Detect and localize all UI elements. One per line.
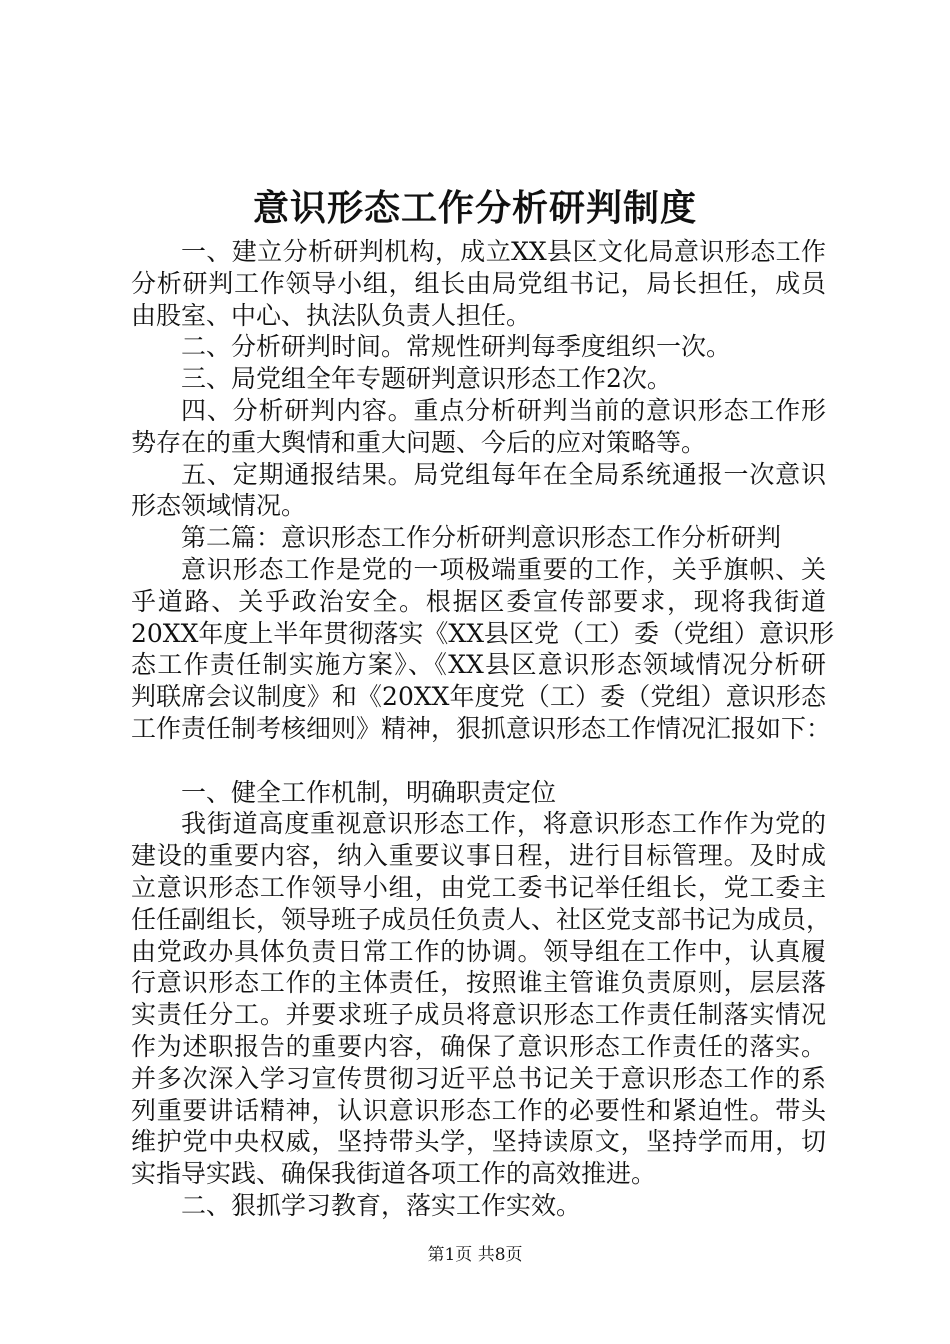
text-line: 态工作责任制实施方案》、《XX县区意识形态领域情况分析研	[131, 650, 826, 680]
text-line: 实指导实践、确保我街道各项工作的高效推进。	[131, 1159, 657, 1189]
text-line: 形态领域情况。	[131, 491, 307, 521]
text-line: 工作责任制考核细则》精神，狠抓意识形态工作情况汇报如下：	[131, 713, 832, 743]
text-line: 二、狠抓学习教育，落实工作实效。	[181, 1190, 582, 1220]
page-footer: 第1页 共8页	[427, 1245, 523, 1265]
text-line: 作为述职报告的重要内容，确保了意识形态工作责任的落实。	[131, 1031, 826, 1061]
text-line: 三、局党组全年专题研判意识形态工作2次。	[181, 364, 672, 394]
text-line: 由股室、中心、执法队负责人担任。	[131, 300, 532, 330]
text-line: 我街道高度重视意识形态工作，将意识形态工作作为党的	[181, 809, 826, 839]
text-line: 任任副组长，领导班子成员任负责人、社区党支部书记为成员，	[131, 904, 832, 934]
text-line: 实责任分工。并要求班子成员将意识形态工作责任制落实情况	[131, 1000, 826, 1030]
text-line: 维护党中央权威，坚持带头学，坚持读原文，坚持学而用，切	[131, 1127, 826, 1157]
text-line: 二、分析研判时间。常规性研判每季度组织一次。	[181, 332, 732, 362]
text-line: 建设的重要内容，纳入重要议事日程，进行目标管理。及时成	[131, 841, 826, 871]
text-line: 四、分析研判内容。重点分析研判当前的意识形态工作形	[181, 395, 826, 425]
text-line: 一、建立分析研判机构，成立XX县区文化局意识形态工作	[181, 237, 826, 266]
text-line: 列重要讲话精神，认识意识形态工作的必要性和紧迫性。带头	[131, 1095, 826, 1125]
text-line: 一、健全工作机制，明确职责定位	[181, 777, 557, 807]
text-line: 20XX年度上半年贯彻落实《XX县区党（工）委（党组）意识形	[131, 618, 835, 648]
text-line: 势存在的重大舆情和重大问题、今后的应对策略等。	[131, 427, 707, 457]
blank-line	[131, 745, 826, 777]
text-line: 立意识形态工作领导小组，由党工委书记举任组长，党工委主	[131, 872, 826, 902]
text-line: 由党政办具体负责日常工作的协调。领导组在工作中，认真履	[131, 936, 826, 966]
text-line: 并多次深入学习宣传贯彻习近平总书记关于意识形态工作的系	[131, 1063, 826, 1093]
document-body	[131, 236, 835, 1222]
text-line: 行意识形态工作的主体责任，按照谁主管谁负责原则，层层落	[131, 968, 826, 998]
document-title: 意识形态工作分析研判制度	[252, 187, 697, 229]
text-line: 分析研判工作领导小组，组长由局党组书记，局长担任，成员	[131, 268, 826, 298]
text-line: 乎道路、关乎政治安全。根据区委宣传部要求，现将我街道	[131, 586, 826, 616]
text-line: 意识形态工作是党的一项极端重要的工作，关乎旗帜、关	[181, 554, 826, 584]
text-line: 五、定期通报结果。局党组每年在全局系统通报一次意识	[181, 459, 826, 489]
text-line: 判联席会议制度》和《20XX年度党（工）委（党组）意识形态	[131, 682, 826, 712]
text-line: 第二篇：意识形态工作分析研判意识形态工作分析研判	[181, 523, 782, 553]
